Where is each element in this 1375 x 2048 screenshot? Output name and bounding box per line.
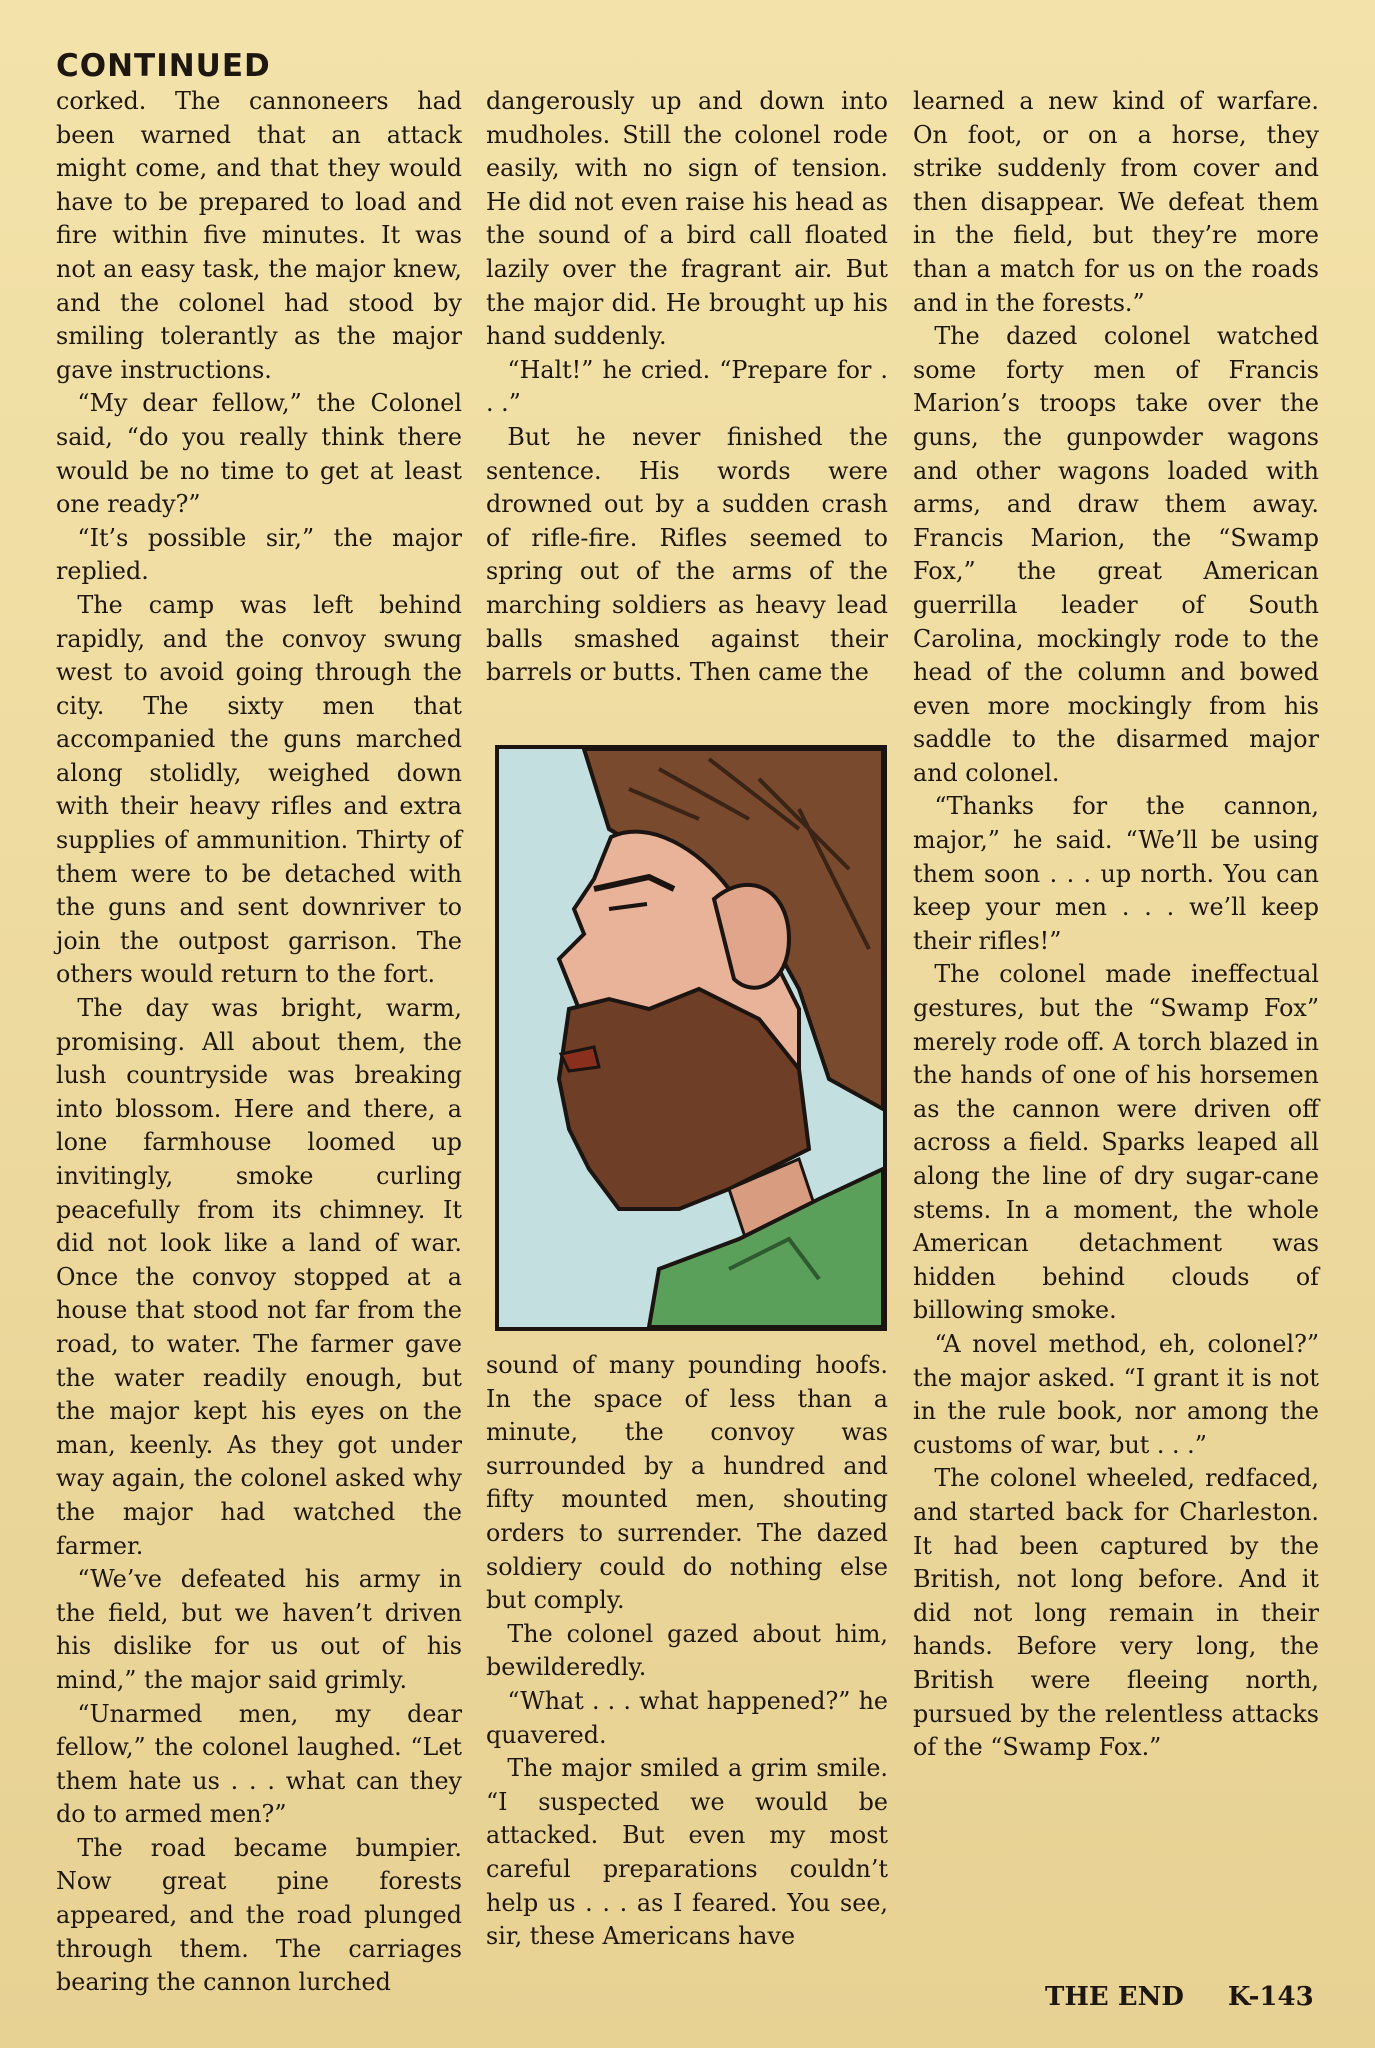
the-end-label: THE END (1045, 1982, 1184, 2012)
paragraph: corked. The cannoneers had been warned that an attack might come, and that they would have to be prepared to load and fire within five minutes. It was not an easy task, the major knew, and the colonel had stood by smiling tolerantly as the major gave instructions. (56, 87, 462, 384)
paragraph: The dazed colonel watched some forty men of Francis Marion’s troops take over the guns, the gunpowder wagons and other wagons loaded with arms, and draw them away. Francis Marion, the “Swamp Fox,” the great American guerrilla leader of South Carolina, mockingly rode to the head of the column and bowed even more mockingly from his saddle to the disarmed major and colonel. (913, 322, 1319, 787)
paragraph: “We’ve defeated his army in the field, but we haven’t driven his dislike for us out of his mind,” the major said grimly. (56, 1565, 462, 1694)
paragraph: “Unarmed men, my dear fellow,” the colonel laughed. “Let them hate us . . . what can they do to armed men?” (56, 1699, 462, 1829)
continued-header: CONTINUED (56, 48, 271, 84)
paragraph: learned a new kind of warfare. On foot, or on a horse, they strike suddenly from cover and then disappear. We defeat them in the field, but they’re more than a match for us on the roads and in the forests.” (913, 87, 1319, 317)
column-2-top (486, 85, 888, 690)
paragraph: The camp was left behind rapidly, and the convoy swung west to avoid going through the city. The sixty men that accompanied the guns marched along stolidly, weighed down with their heavy rifles and extra supplies of ammunition. Thirty of them were to be detached with the guns and sent downriver to join the outpost garrison. The others would return to the fort. (56, 590, 462, 989)
paragraph: “It’s possible sir,” the major replied. (56, 523, 462, 586)
paragraph: sound of many pounding hoofs. In the space of less than a minute, the convoy was surrounded by a hundred and fifty mounted men, shouting orders to surrender. The dazed soldiery could do nothing else but comply. (486, 1351, 888, 1615)
paragraph: But he never finished the sentence. His words were drowned out by a sudden crash of rifle-fire. Rifles seemed to spring out of the arms of the marching soldiers as heavy lead balls smashed against their barrels or butts. Then came the (486, 422, 888, 687)
paragraph: The colonel wheeled, redfaced, and started back for Charleston. It had been captured by the British, not long before. And it did not long remain in their hands. Before very long, the British were fleeing north, pursued by the relentless attacks of the “Swamp Fox.” (913, 1464, 1319, 1762)
paragraph: “A novel method, eh, colonel?” the major asked. “I grant it is not in the rule book, nor among the customs of war, but . . .” (913, 1329, 1319, 1459)
page-code: K-143 (1227, 1982, 1314, 2012)
column-1 (56, 85, 462, 2000)
column-3 (913, 85, 1319, 1765)
paragraph: The colonel made ineffectual gestures, but the “Swamp Fox” merely rode off. A torch blazed in the hands of one of his horsemen as the cannon were driven off across a field. Sparks leaped all along the line of dry sugar-cane stems. In a moment, the whole American detachment was hidden behind clouds of billowing smoke. (913, 960, 1319, 1325)
column-2-bottom (486, 1349, 888, 1954)
footer (1045, 1982, 1314, 2012)
paragraph: The road became bumpier. Now great pine forests appeared, and the road plunged through them. The carriages bearing the cannon lurched (56, 1833, 462, 1997)
portrait-drawing (499, 749, 883, 1327)
paragraph: The major smiled a grim smile. “I suspected we would be attacked. But even my most careful preparations couldn’t help us . . . as I feared. You see, sir, these Americans have (486, 1754, 888, 1951)
paragraph: dangerously up and down into mudholes. Still the colonel rode easily, with no sign of tension. He did not even raise his head as the sound of a bird call floated lazily over the fragrant air. But the major did. He brought up his hand suddenly. (486, 87, 888, 351)
paragraph: “What . . . what happened?” he quavered. (486, 1686, 888, 1749)
paragraph: The colonel gazed about him, bewilderedly. (486, 1619, 888, 1682)
paragraph: “Halt!” he cried. “Prepare for . . .” (486, 355, 888, 418)
illustration-bearded-man-profile (495, 745, 887, 1331)
paragraph: “Thanks for the cannon, major,” he said. “We’ll be using them soon . . . up north. You can keep your men . . . we’ll keep their rifles!” (913, 792, 1319, 955)
paragraph: “My dear fellow,” the Colonel said, “do you really think there would be no time to get at least one ready?” (56, 389, 462, 519)
paragraph: The day was bright, warm, promising. All about them, the lush countryside was breaking into blossom. Here and there, a lone farmhouse loomed up invitingly, smoke curling peacefully from its chimney. It did not look like a land of war. Once the convoy stopped at a house that stood not far from the road, to water. The farmer gave the water readily enough, but the major kept his eyes on the man, keenly. As they got under way again, the colonel asked why the major had watched the farmer. (56, 994, 462, 1560)
